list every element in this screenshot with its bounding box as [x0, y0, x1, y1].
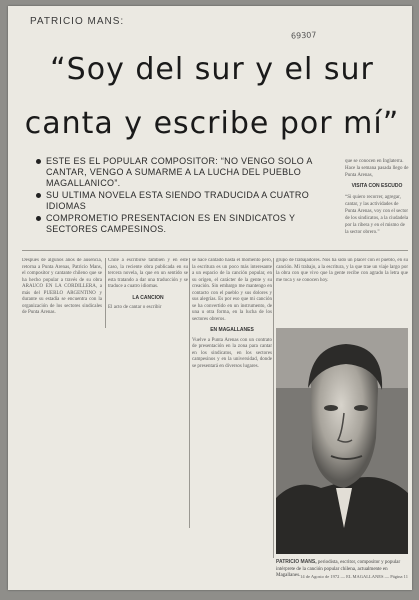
article-column-2 — [108, 258, 188, 333]
article-paragraph: se hace cantado hasta el momento pero, la escritura es un poco más interesante a un espacio de la canción popular, en su origen, el carácter de la gente y su creación. Sin embargo me mantengo en contacto con el pueblo y sus dolores y sus alegrías. Es por eso que mi canción se ha convertido en un instrumento, de una u otra forma, en la lucha de los sectores obreros. — [192, 258, 272, 322]
bullet-item: COMPROMETIO PRESENTACION ES EN SINDICATOS Y SECTORES CAMPESINOS. — [36, 213, 336, 235]
summary-bullets — [36, 156, 336, 236]
headline-line-2: canta y escribe por mí” — [24, 106, 400, 141]
article-paragraph: El acto de cantar o escribir — [108, 305, 162, 310]
section-subheading: EN MAGALLANES — [210, 327, 254, 333]
caption-text: periodista, escritor, compositor y popular intérprete de la canción popular chilena, actualmente en Magallanes. — [276, 560, 401, 578]
headline-line-1: “Soy del sur y el sur — [50, 52, 374, 87]
article-paragraph: Chile a escribirse también y en este caso, la reciente obra publicada en su tercera novela, la que en un sentido se esta tratando a dar una traducción y se traduce a cuatro idiomas. — [108, 258, 188, 289]
right-side-text: que se conocen en Inglaterra. Hace la semana pasada llego de Punta Arenas, — [345, 159, 409, 178]
handwritten-archive-number: 69307 — [290, 30, 317, 41]
column-divider — [189, 258, 190, 528]
byline: PATRICIO MANS: — [30, 16, 125, 27]
portrait-photo — [276, 328, 408, 554]
portrait-photo-graphic — [276, 328, 408, 554]
column-divider — [273, 258, 274, 558]
article-paragraph: Vuelve a Punta Arenas con un contrato de presentación en la zona para cantar en los sindicatos, en los sectores campesinos y en la universidad, donde se presentará en diversos lugares. — [192, 337, 272, 369]
right-side-column — [345, 158, 409, 236]
section-subheading: LA CANCION — [132, 294, 164, 301]
article-column-1 — [22, 258, 102, 338]
article-paragraph: grupo de trabajadores. Nos ha sido un placer con el pueblo, en su canción. Mi trabajo, a la escritura, y la que trae un viaje largo por la obra con que vivo que la gente recibe con agrado la letra que me toca y se conocen hoy. — [276, 258, 408, 283]
newspaper-clipping — [8, 6, 412, 590]
right-side-subheading: VISITA CON ESCUDO — [351, 183, 403, 189]
caption-name: PATRICIO MANS, — [276, 559, 317, 565]
article-column-4 — [276, 258, 408, 318]
right-side-body: “Si quiero recorrer, agregar, cantar, y las actividades de Punta Arenas, voy con el sector de los sindicatos, a la ciudadela por la ribera y en el mismo de la sector obrero.” — [345, 195, 409, 235]
bullet-item: ESTE ES EL POPULAR COMPOSITOR: “NO VENGO SOLO A CANTAR, VENGO A SUMARME A LA LUCHA DEL PUEBLO MAGALLANICO”. — [36, 156, 336, 189]
column-divider — [105, 258, 106, 328]
divider — [22, 250, 408, 251]
article-column-3 — [192, 258, 272, 528]
bullet-item: SU ULTIMA NOVELA ESTA SIENDO TRADUCIDA A CUATRO IDIOMAS — [36, 190, 336, 212]
page-footer: 14 de Agosto de 1972 — EL MAGALLANES — Página 11 — [300, 574, 408, 579]
article-paragraph: Después de algunos años de ausencia, retorna a Punta Arenas, Patricio Mans, el compositor y cantante chileno que se ha hecho popular a través de su obra ARAUCO EN LA CORDILLERA, a más del PUEBLO ARGENTINO y durante su estadía se encuentra con la organización de los sectores sindicales de Punta Arenas. — [22, 258, 102, 315]
